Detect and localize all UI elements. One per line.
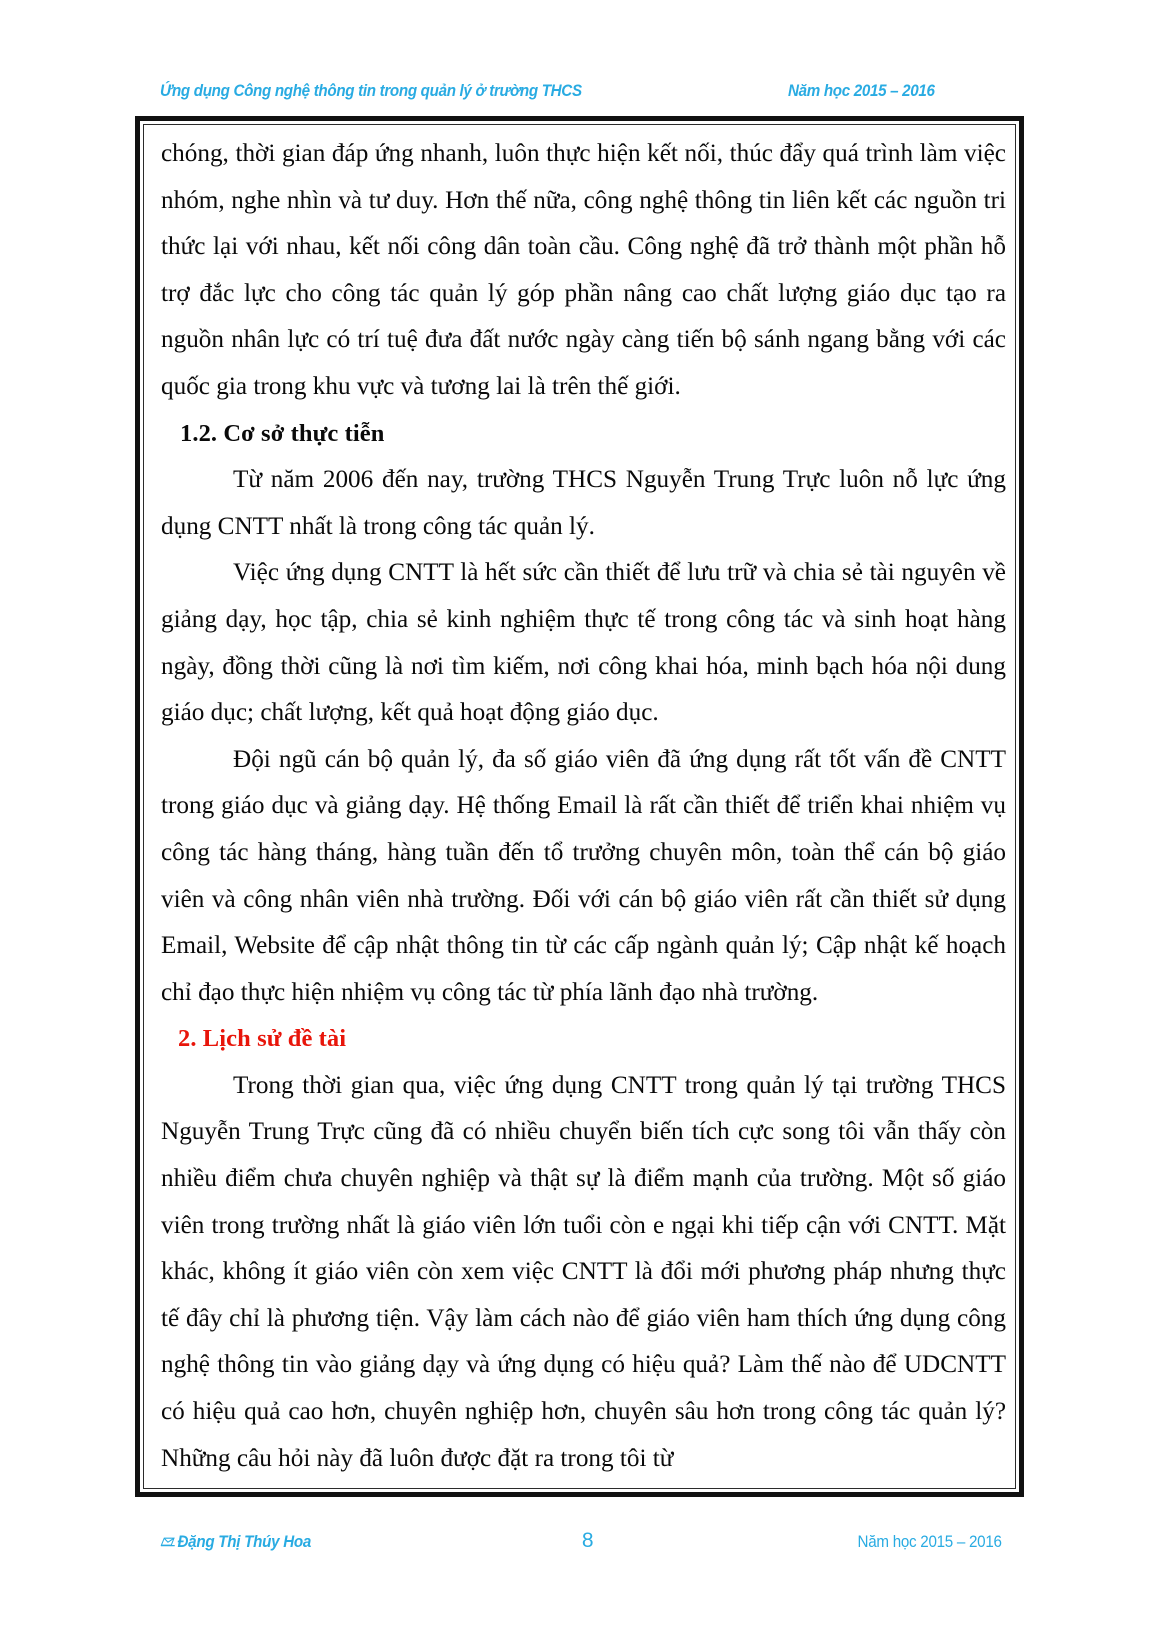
paragraph-history-topic: Trong thời gian qua, việc ứng dụng CNTT trong quản lý tại trường THCS Nguyễn Trung Trực cũng đã có nhiều chuyển biến tích cực song tôi vẫn thấy còn nhiều điểm chưa chuyên nghiệp và thật sự là điểm mạnh của trường. Một số giáo viên trong trường nhất là giáo viên lớn tuổi còn e ngại khi tiếp cận với CNTT. Mặt khác, không ít giáo viên còn xem việc CNTT là đổi mới phương pháp nhưng thực tế đây chỉ là phương tiện. Vậy làm cách nào để giáo viên ham thích ứng dụng công nghệ thông tin vào giảng dạy và ứng dụng có hiệu quả? Làm thế nào để UDCNTT có hiệu quả cao hơn, chuyên nghiệp hơn, chuyên sâu hơn trong công tác quản lý? Những câu hỏi này đã luôn được đặt ra trong tôi từ bbox=[161, 1071, 1006, 1472]
paragraph-since-2006: Từ năm 2006 đến nay, trường THCS Nguyễn Trung Trực luôn nỗ lực ứng dụng CNTT nhất là trong công tác quản lý. bbox=[161, 466, 1006, 540]
page-border-outer bbox=[135, 116, 1024, 1497]
paragraph-management-staff: Đội ngũ cán bộ quản lý, đa số giáo viên đã ứng dụng rất tốt vấn đề CNTT trong giáo dục và giảng dạy. Hệ thống Email là rất cần thiết để triển khai nhiệm vụ công tác hàng tháng, hàng tuần đến tổ trưởng chuyên môn, toàn thể cán bộ giáo viên và công nhân viên nhà trường. Đối với cán bộ giáo viên rất cần thiết sử dụng Email, Website để cập nhật thông tin từ các cấp ngành quản lý; Cập nhật kế hoạch chỉ đạo thực hiện nhiệm vụ công tác từ phía lãnh đạo nhà trường. bbox=[161, 745, 1006, 1006]
paragraph-cntt-resources: Việc ứng dụng CNTT là hết sức cần thiết để lưu trữ và chia sẻ tài nguyên về giảng dạy, học tập, chia sẻ kinh nghiệm thực tế trong công tác và sinh hoạt hàng ngày, đồng thời cũng là nơi tìm kiếm, nơi công khai hóa, minh bạch hóa nội dung giáo dục; chất lượng, kết quả hoạt động giáo dục. bbox=[161, 559, 1006, 727]
header-school-year-right: Năm học 2015 – 2016 bbox=[788, 82, 935, 100]
section-heading-2: 2. Lịch sử đề tài bbox=[178, 1025, 347, 1053]
running-header bbox=[160, 82, 935, 101]
paragraph-continued: chóng, thời gian đáp ứng nhanh, luôn thực hiện kết nối, thúc đẩy quá trình làm việc nhóm, nghe nhìn và tư duy. Hơn thế nữa, công nghệ thông tin liên kết các nguồn tri thức lại với nhau, kết nối công dân toàn cầu. Công nghệ đã trở thành một phần hỗ trợ đắc lực cho công tác quản lý góp phần nâng cao chất lượng giáo dục tạo ra nguồn nhân lực có trí tuệ đưa đất nước ngày càng tiến bộ sánh ngang bằng với các quốc gia trong khu vực và tương lai là trên thế giới. bbox=[161, 140, 1006, 400]
page-border-inner bbox=[143, 124, 1016, 1489]
footer-page-number: 8 bbox=[581, 1529, 594, 1552]
section-heading-1-2: 1.2. Cơ sở thực tiễn bbox=[180, 419, 385, 447]
footer-author-name: Đặng Thị Thúy Hoa bbox=[177, 1533, 312, 1551]
header-title-left: Ứng dụng Công nghệ thông tin trong quản lý ở trường THCS bbox=[160, 82, 582, 100]
mail-icon bbox=[160, 1533, 176, 1544]
footer-author bbox=[160, 1533, 436, 1552]
footer-school-year: Năm học 2015 – 2016 bbox=[857, 1533, 1002, 1551]
running-footer bbox=[160, 1529, 1002, 1553]
page-content bbox=[161, 131, 1006, 1482]
